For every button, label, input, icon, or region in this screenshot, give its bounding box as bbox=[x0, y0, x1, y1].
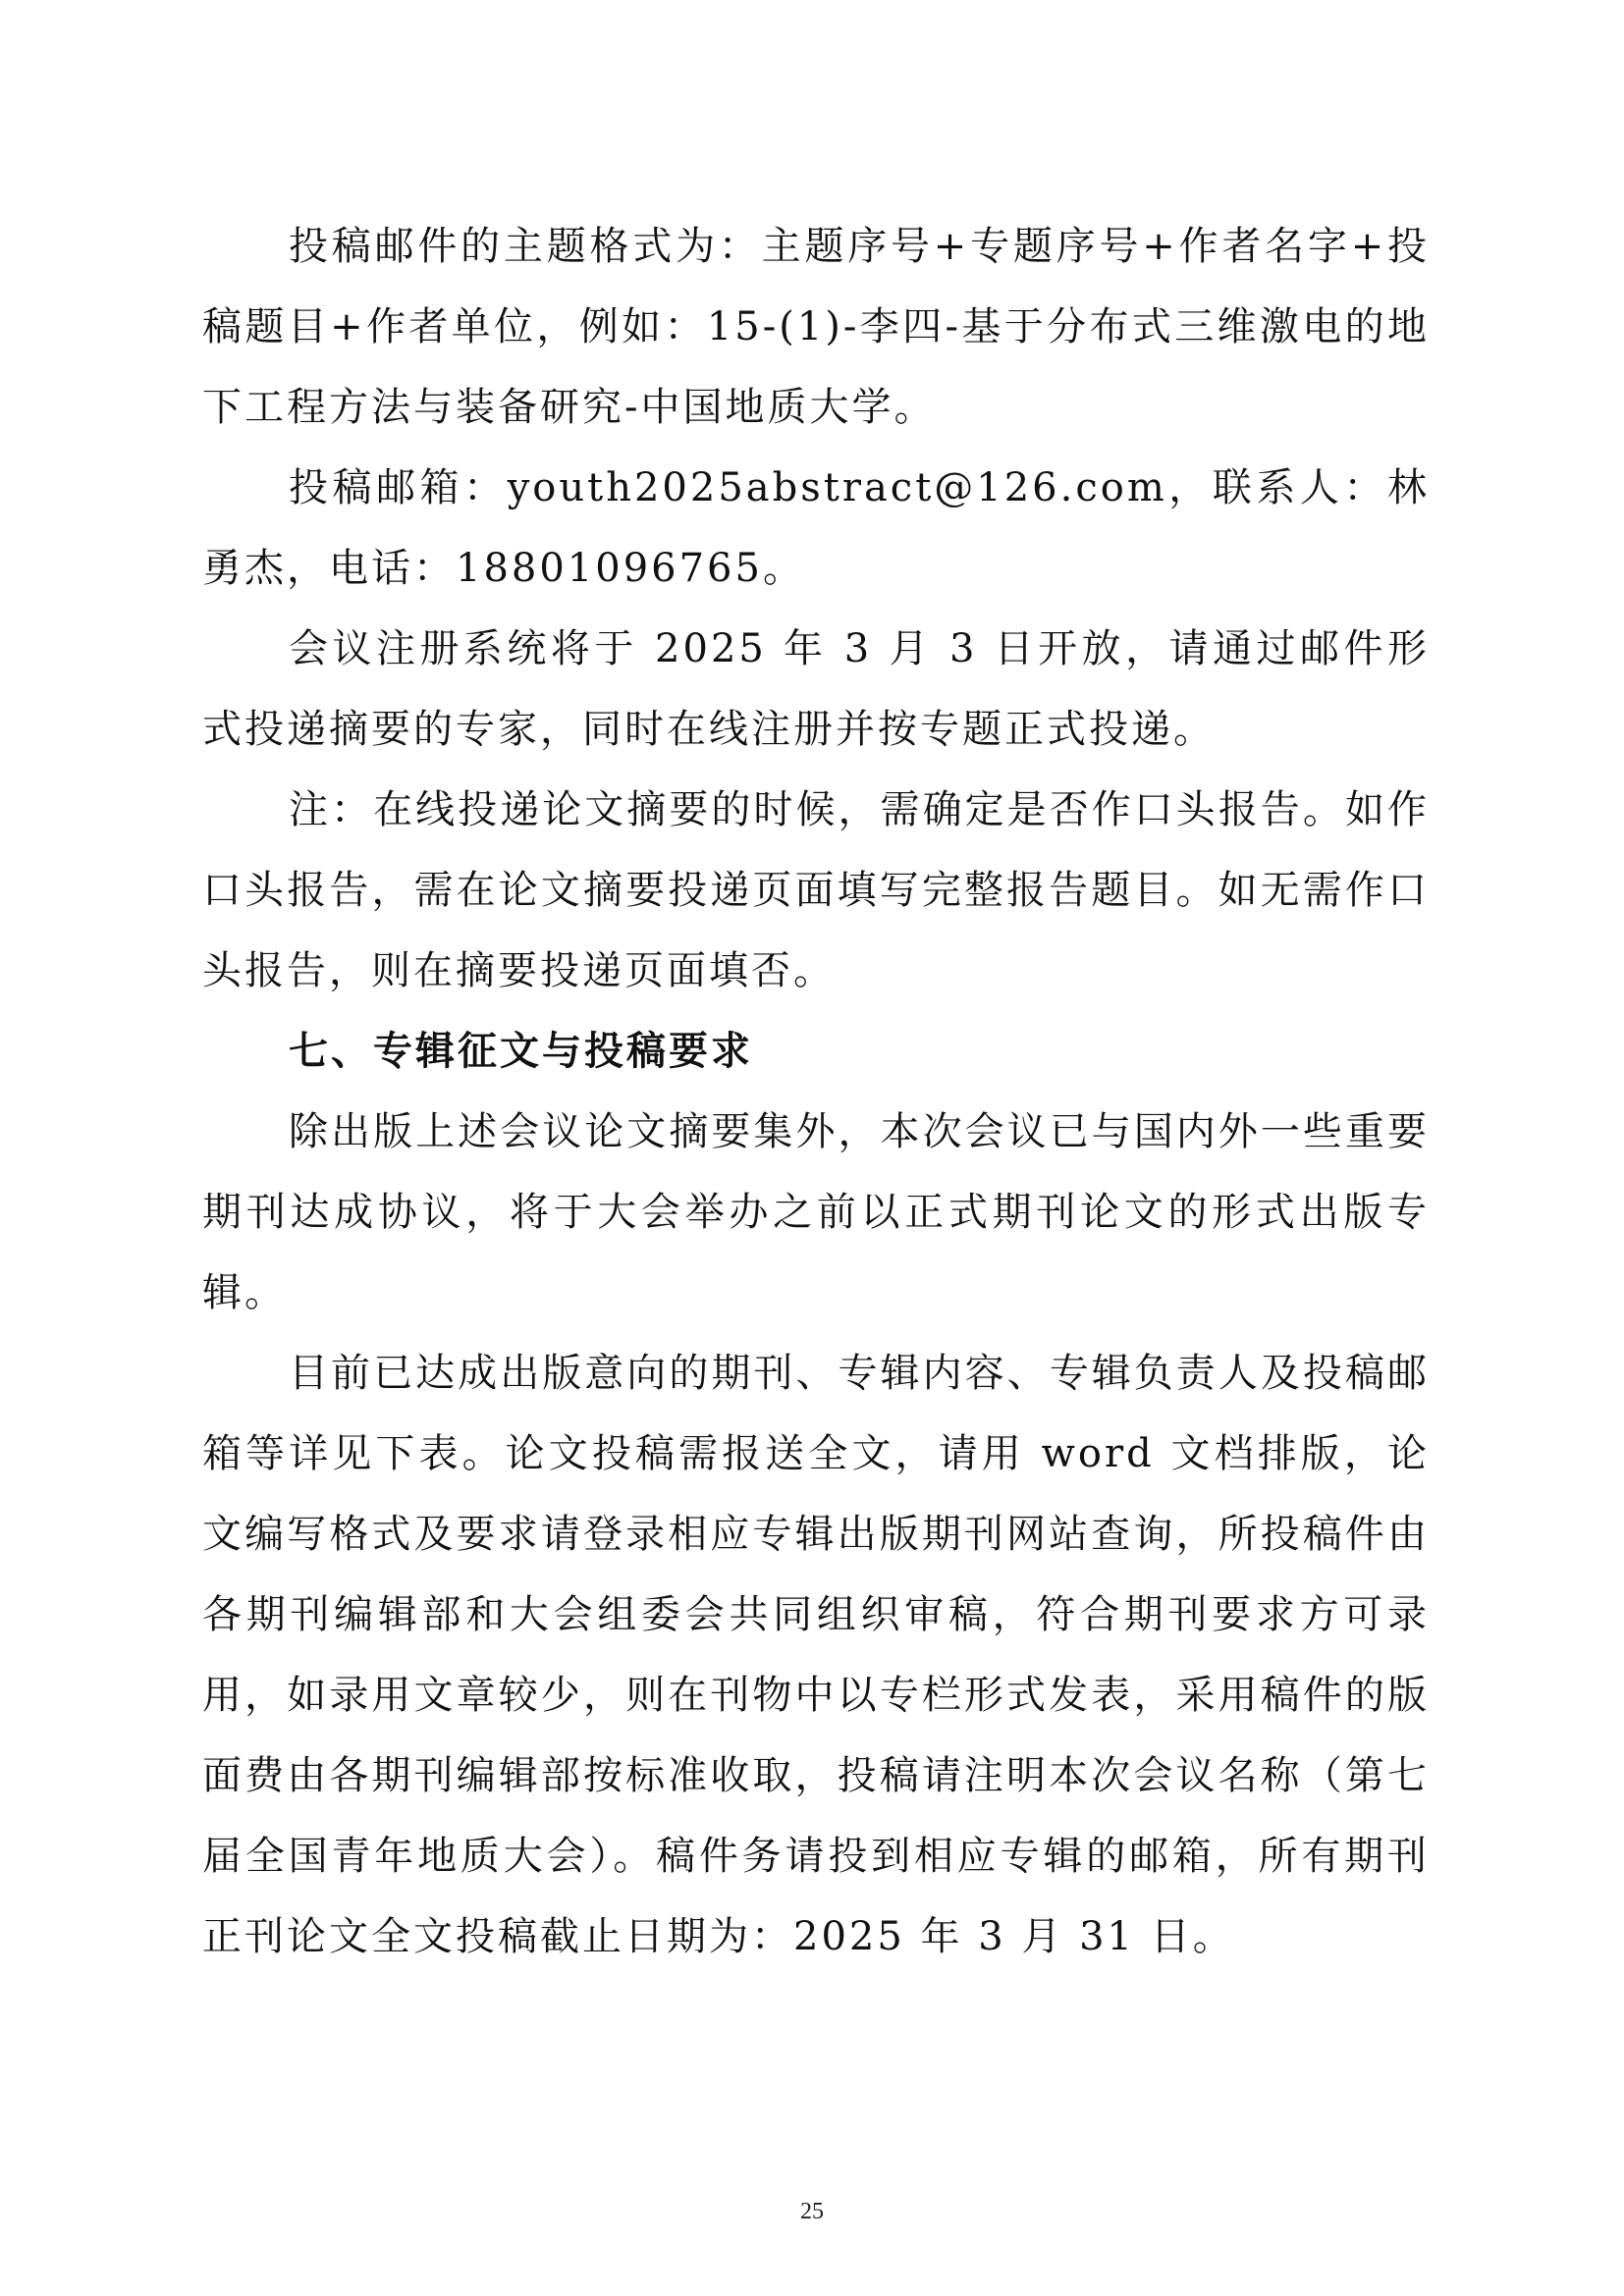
section-heading: 七、专辑征文与投稿要求 bbox=[289, 1029, 753, 1074]
registration-system-paragraph: 会议注册系统将于 2025 年 3 月 3 日开放，请通过邮件形式投递摘要的专家，同时在线注册并按专题正式投递。 bbox=[202, 626, 1430, 752]
submission-email-paragraph: 投稿邮箱：youth2025abstract@126.com，联系人：林勇杰，电话：18801096765。 bbox=[202, 465, 1430, 591]
oral-report-note-paragraph: 注：在线投递论文摘要的时候，需确定是否作口头报告。如作口头报告，需在论文摘要投递页面填写完整报告题目。如无需作口头报告，则在摘要投递页面填否。 bbox=[202, 787, 1430, 993]
page-body bbox=[202, 206, 1430, 1977]
special-issue-intro-paragraph: 除出版上述会议论文摘要集外，本次会议已与国内外一些重要期刊达成协议，将于大会举办之前以正式期刊论文的形式出版专辑。 bbox=[202, 1109, 1430, 1315]
page-number: 25 bbox=[800, 2199, 824, 2224]
special-issue-details-paragraph: 目前已达成出版意向的期刊、专辑内容、专辑负责人及投稿邮箱等详见下表。论文投稿需报送全文，请用 word 文档排版，论文编写格式及要求请登录相应专辑出版期刊网站查询，所投稿件由各期刊编辑部和大会组委会共同组织审稿，符合期刊要求方可录用，如录用文章较少，则在刊物中以专栏形式发表，采用稿件的版面费由各期刊编辑部按标准收取，投稿请注明本次会议名称（第七届全国青年地质大会）。稿件务请投到相应专辑的邮箱，所有期刊正刊论文全文投稿截止日期为：2025 年 3 月 31 日。 bbox=[202, 1351, 1430, 1959]
subject-format-paragraph: 投稿邮件的主题格式为：主题序号+专题序号+作者名字+投稿题目+作者单位，例如：15-(1)-李四-基于分布式三维激电的地下工程方法与装备研究-中国地质大学。 bbox=[202, 224, 1430, 430]
